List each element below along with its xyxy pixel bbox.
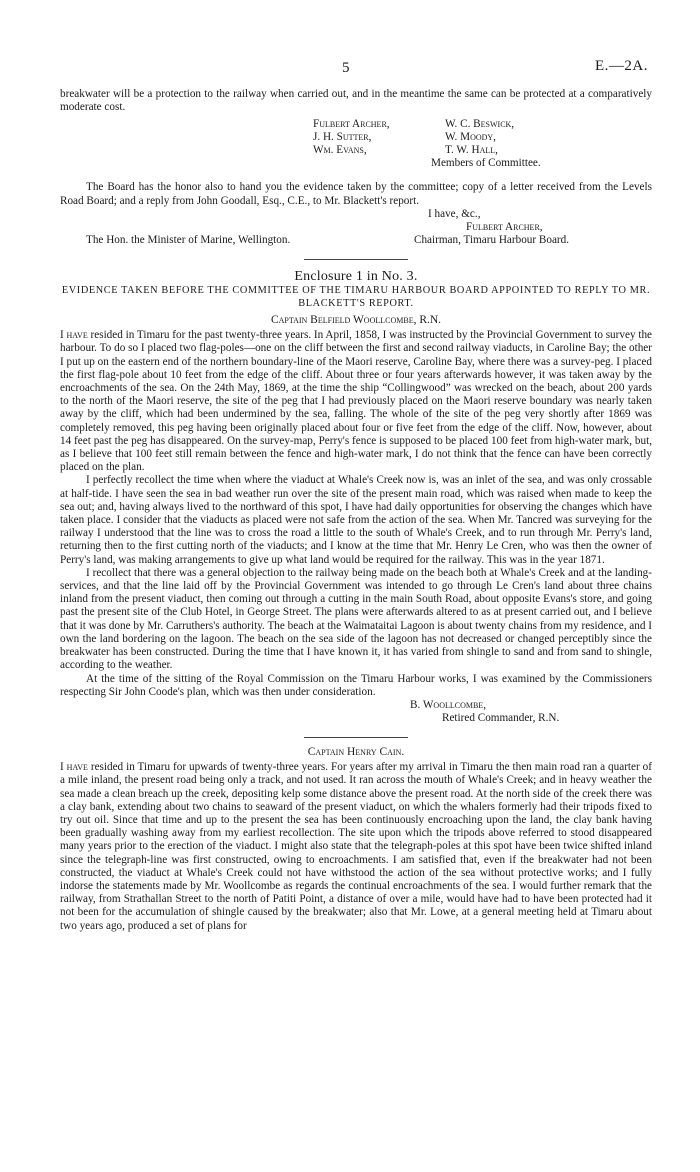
- signer-role: Members of Committee.: [431, 157, 541, 170]
- section-divider: [304, 259, 408, 260]
- witness-title: Retired Commander, R.N.: [442, 711, 560, 724]
- testimony-paragraph: I recollect that there was a general objection to the railway being made on the beach both at Whale's Creek and at the landing-services, and that the line laid off by the Provincial Government was intended to go through Le Cren's land about three chains inland from the present viaduct, then coming out through a cutting in the main South Road, about opposite Evans's store, and going past the present site of the Club Hotel, in George Street. The plans were afterwards altered to as at present carried out, and I believe that it was done by Mr. Carruthers's authority. The beach at the Waimataitai Lagoon is about twenty chains from my residence, and I own the land bordering on the lagoon. The beach on the sea side of the lagoon has not decreased or changed perceptibly since the breakwater has been constructed. During the time that I have known it, it has varied from shingle to sand and from sand to shingle, according to the weather.: [60, 566, 652, 672]
- letter-paragraph: The Board has the honor also to hand you the evidence taken by the committee; copy of a letter received from the Levels Road Board; and a reply from John Goodall, Esq., C.E., to Mr. Blackett's report.: [60, 181, 652, 207]
- addressee: The Hon. the Minister of Marine, Wellington.: [86, 233, 291, 246]
- witness-signature: B. Woollcombe,: [410, 698, 486, 711]
- letter-signer: Fulbert Archer,: [466, 220, 543, 233]
- paragraph-text: resided in Timaru for the past twenty-three years. In April, 1858, I was instructed by the Provincial Government to survey the harbour. To do so I placed two flag-poles—one on the cliff between the first and second railway viaducts, in Caroline Bay; the other I put up on the eastern end of the northern boundary-line of the Maori reserve, Caroline Bay, where there was a survey-peg. I placed the first flag-pole about 10 feet from the edge of the cliff. About three or four years afterwards however, it was taken away by the encroachments of the sea. On the 24th May, 1869, at the time the ship “Collingwood” was wrecked on the beach, about 200 yards to the north of the Maori reserve, the site of the peg that I had previously placed on the Maori reserve boundary was nearly taken away by the cliff, which had been undermined by the sea, falling. The whole of the site of the peg very shortly after 1869 was completely removed, this peg having been originally placed about four or five feet from the edge of the cliff. Now, however, about 14 feet past the peg has disappeared. On the survey-map, Perry's fence is supposed to be placed 100 feet from high-water mark, but, as I believe that 100 feet still remain between the fence and high-water mark, I do not think that the fence can have been correctly placed on the plan.: [60, 329, 653, 474]
- signer: Fulbert Archer,: [313, 118, 390, 131]
- signer: T. W. Hall,: [445, 144, 498, 157]
- witness-heading: Captain Belfield Woollcombe, R.N.: [270, 314, 442, 327]
- committee-signatures: [60, 118, 652, 170]
- paragraph-text: resided in Timaru for upwards of twenty-three years. For years after my arrival in Timaru the then main road ran a quarter of a mile inland, the present road being only a track, and not used. It ran across the mouth of Whale's Creek; and in heavy weather the sea made a clean breach up the creek, depositing kelp some distance above the present road. At the north side of the creek there was a clay bank, extending about two chains to seaward of the present viaduct, on which the whalers formerly had their tripods fixed to try out oil. Since that time and up to the present the sea has been continuously encroaching upon the land, the clay bank having been gradually washing away from my earliest recollection. The site upon which the tripods above referred to stood disappeared many years prior to the erection of the viaduct. I might also state that the telegraph-poles at this spot have been twice shifted inland since the telegraph-line was first constructed, owing to encroachments. I am satisfied that, even if the breakwater had not been constructed, the viaduct at Whale's Creek could not have withstood the action of the sea without protective works; and I fully indorse the statements made by Mr. Woollcombe as regards the continual encroachments of the sea. I would further remark that the railway, from Strathallan Street to the north of Patiti Point, a distance of over a mile, would have had to have been protected had it not been for the accumulation of shingle caused by the breakwater; also that Mr. Lowe, at a general meeting held at Timaru about two years ago, produced a set of plans for: [60, 761, 652, 932]
- signer: W. C. Beswick,: [445, 118, 515, 131]
- signer: J. H. Sutter,: [313, 131, 372, 144]
- signer: Wm. Evans,: [313, 144, 367, 157]
- letter-footer: [60, 234, 652, 247]
- witness-heading: Captain Henry Cain.: [307, 745, 405, 758]
- enclosure-subtitle: EVIDENCE TAKEN BEFORE THE COMMITTEE OF THE TIMARU HARBOUR BOARD APPOINTED TO REPLY TO MR. BLACKETT'S REPORT.: [61, 285, 651, 309]
- lead-words: I have: [60, 761, 88, 774]
- testimony-paragraph: I perfectly recollect the time when where the viaduct at Whale's Creek now is, was an inlet of the sea, and was only crossable at half-tide. I have seen the sea in bad weather run over the site of the present main road, which was raised when made to keep the sea out; and, having always lived to the northward of this spot, I have had daily opportunities for observing the changes which have taken place. I consider that the viaducts as placed were not safe from the action of the sea. When Mr. Tancred was surveying for the railway I understood that the line was to cross the road a little to the south of Whale's Creek, and to run through Mr. Perry's land, returning then to the first cutting north of the viaducts; and I know at the time that Mr. Henry Le Cren, who was then the owner of Perry's land, was making arrangements to give up what land would be required for the railway. This was in the year 1871.: [60, 474, 652, 566]
- testimony-paragraph: [60, 329, 652, 474]
- testimony-paragraph: [60, 761, 652, 933]
- enclosure-title: Enclosure 1 in No. 3.: [294, 268, 418, 284]
- testimony-paragraph: At the time of the sitting of the Royal Commission on the Timaru Harbour works, I was examined by the Commissioners respecting Sir John Coode's plan, which was then under consideration.: [60, 672, 652, 698]
- lead-words: I have: [60, 329, 88, 342]
- signer-title: Chairman, Timaru Harbour Board.: [414, 233, 570, 246]
- page-number: 5: [342, 60, 350, 76]
- letter-closing: I have, &c.,: [428, 207, 481, 220]
- section-divider: [304, 737, 408, 738]
- document-code: E.—2A.: [595, 58, 648, 74]
- signer: W. Moody,: [445, 131, 496, 144]
- opening-paragraph: breakwater will be a protection to the railway when carried out, and in the meantime the same can be protected at a comparatively moderate cost.: [60, 88, 652, 114]
